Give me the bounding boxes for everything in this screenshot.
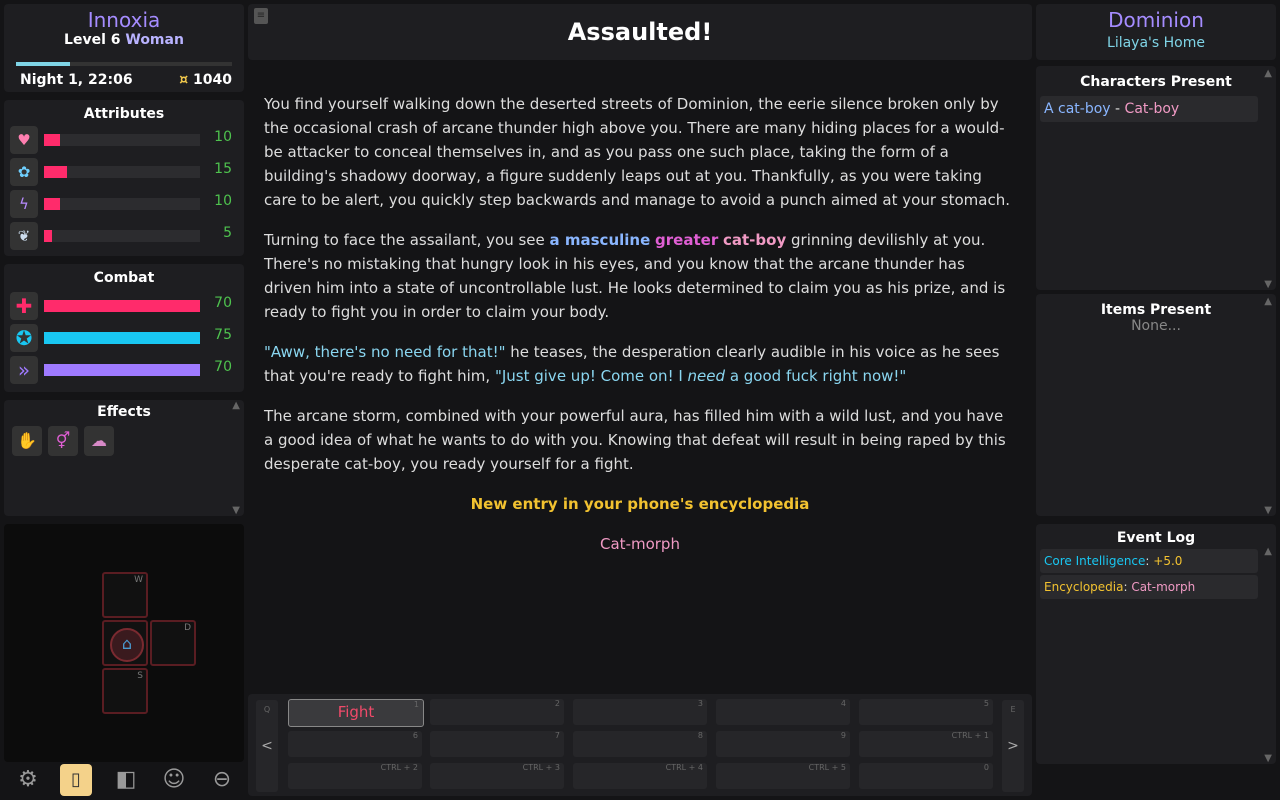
action-slot[interactable]: 0: [859, 763, 993, 789]
scroll-up-icon[interactable]: ▲: [1264, 68, 1272, 79]
scroll-down-icon[interactable]: ▼: [1264, 279, 1272, 290]
scroll-down-icon[interactable]: ▼: [232, 505, 240, 516]
action-slot[interactable]: 3: [573, 699, 707, 725]
combat-value: 70: [214, 359, 232, 375]
action-slot[interactable]: CTRL + 3: [430, 763, 564, 789]
attributes-panel: [4, 100, 244, 256]
map-tile-north[interactable]: W: [102, 572, 148, 618]
encyclopedia-title: New entry in your phone's encyclopedia: [470, 495, 810, 513]
story-paragraph: The arcane storm, combined with your powerful aura, has filled him with a wild lust, and you have a good idea of what he wants to do with you. Knowing that defeat will result in being raped by this desperate cat-boy, you ready yourself for a fight.: [264, 407, 1006, 473]
prev-actions-button[interactable]: Q <: [256, 700, 278, 792]
action-slot[interactable]: 4: [716, 699, 850, 725]
xp-fill: [16, 62, 70, 66]
character-panel: [4, 4, 244, 92]
xp-bar: [16, 62, 232, 66]
attribute-fill: [44, 134, 60, 146]
attribute-physique[interactable]: [10, 190, 236, 218]
action-slot[interactable]: CTRL + 1: [859, 731, 993, 757]
combat-mana[interactable]: [10, 324, 236, 352]
character-entry[interactable]: A cat-boy - Cat-boy: [1040, 96, 1258, 122]
attribute-value: 10: [214, 193, 232, 209]
map-tile-south[interactable]: S: [102, 668, 148, 714]
character-name[interactable]: Innoxia: [87, 8, 161, 32]
map-tile-east[interactable]: D: [150, 620, 196, 666]
storm-icon[interactable]: ☁: [84, 426, 114, 456]
combat-fill: [44, 332, 200, 344]
location-panel: [1036, 4, 1276, 60]
copy-icon[interactable]: ≡: [254, 8, 268, 24]
masculine-label: a masculine: [549, 231, 651, 249]
story-paragraph: "Aww, there's no need for that!" he teases, the desperation clearly audible in his voice as he sees that you're ready to fight him, "Just give up! Come on! I need a good fuck right now!": [264, 343, 1000, 385]
combat-value: 75: [214, 327, 232, 343]
items-present-title: Items Present: [1100, 302, 1212, 318]
stamina-icon: »: [10, 356, 38, 384]
characters-present-title: Characters Present: [1080, 74, 1232, 90]
attribute-corruption[interactable]: [10, 222, 236, 250]
phone-icon[interactable]: ▯: [60, 764, 92, 796]
combat-title: Combat: [93, 270, 155, 286]
action-slot[interactable]: 8: [573, 731, 707, 757]
money-label: [179, 72, 232, 88]
home-icon: ⌂: [110, 628, 144, 662]
gender-label: Woman: [125, 32, 184, 48]
time-label: Night 1, 22:06: [20, 72, 133, 88]
story-paragraph: Turning to face the assailant, you see a masculine greater cat-boy grinning devilishly at you. There's no mistaking that hungry look in his eyes, and you know that the arcane thunder has driven him into a state of uncontrollable lust. He looks determined to claim you as his prize, and is ready to fight you in order to claim your body.: [264, 231, 1006, 321]
attribute-value: 10: [214, 129, 232, 145]
combat-health[interactable]: [10, 292, 236, 320]
scroll-down-icon[interactable]: ▼: [1264, 753, 1272, 764]
inventory-icon[interactable]: ◧: [115, 767, 137, 792]
character-level: [4, 32, 244, 48]
scroll-down-icon[interactable]: ▼: [1264, 505, 1272, 516]
next-actions-button[interactable]: E >: [1002, 700, 1024, 792]
catboy-label: cat-boy: [723, 231, 787, 249]
action-slot[interactable]: 5: [859, 699, 993, 725]
level-label: Level 6: [64, 32, 121, 48]
combat-value: 70: [214, 295, 232, 311]
speech-text: "Aww, there's no need for that!": [264, 343, 506, 361]
characters-icon[interactable]: ☺: [162, 767, 186, 792]
heart-icon: ♥: [10, 126, 38, 154]
story-paragraph: You find yourself walking down the deserted streets of Dominion, the eerie silence broken only by the occasional crash of arcane thunder high above you. There are many hiding places for a would-be attacker to conceal themselves in, and as you pass one such place, taking the form of a building's shadowy doorway, a figure suddenly leaps out at you. Thankfully, as you were taking care to be alert, you quickly step backwards and manage to avoid a punch aimed at your stomach.: [264, 95, 1010, 209]
title-panel: [248, 4, 1032, 60]
attribute-value: 15: [214, 161, 232, 177]
wings-icon: ❦: [10, 222, 38, 250]
settings-icon[interactable]: ⚙: [18, 767, 38, 792]
event-log-title: Event Log: [1116, 530, 1196, 546]
event-log-row[interactable]: Core Intelligence: +5.0: [1040, 549, 1258, 573]
action-slot[interactable]: CTRL + 5: [716, 763, 850, 789]
attribute-fill: [44, 230, 52, 242]
location-region: Dominion: [1108, 8, 1204, 32]
map-tile-current[interactable]: [102, 620, 148, 666]
items-present-panel: [1036, 294, 1276, 516]
gender-icon[interactable]: ⚥: [48, 426, 78, 456]
action-slot[interactable]: 6: [288, 731, 422, 757]
scroll-up-icon[interactable]: ▲: [1264, 546, 1272, 557]
combat-panel: [4, 264, 244, 392]
scroll-up-icon[interactable]: ▲: [232, 400, 240, 411]
story-text: [264, 92, 1016, 572]
action-slot[interactable]: 2: [430, 699, 564, 725]
combat-fill: [44, 300, 200, 312]
attribute-value: 5: [223, 225, 232, 241]
action-slot[interactable]: CTRL + 4: [573, 763, 707, 789]
event-log-row[interactable]: Encyclopedia: Cat-morph: [1040, 575, 1258, 599]
map-panel: [4, 524, 244, 762]
hand-icon[interactable]: ✋: [12, 426, 42, 456]
money-value: 1040: [193, 72, 232, 88]
brain-icon: ✿: [10, 158, 38, 186]
location-place: Lilaya's Home: [1107, 35, 1205, 51]
attribute-fill: [44, 166, 67, 178]
action-slot[interactable]: 7: [430, 731, 564, 757]
action-slot[interactable]: CTRL + 2: [288, 763, 422, 789]
combat-stamina[interactable]: [10, 356, 236, 384]
greater-label: greater: [655, 231, 719, 249]
zoom-out-icon[interactable]: ⊖: [212, 767, 232, 792]
coin-icon: ¤: [179, 72, 189, 88]
attribute-fill: [44, 198, 60, 210]
lightning-icon: ϟ: [10, 190, 38, 218]
combat-fill: [44, 364, 200, 376]
action-slot[interactable]: 9: [716, 731, 850, 757]
attributes-title: Attributes: [83, 106, 165, 122]
fight-button[interactable]: Fight 1: [288, 699, 424, 727]
effects-title: Effects: [97, 404, 151, 420]
attribute-health[interactable]: [10, 126, 236, 154]
mana-icon: ✪: [10, 324, 38, 352]
speech-text: "Just give up! Come on! I need a good fuck right now!": [494, 367, 907, 385]
attribute-intelligence[interactable]: [10, 158, 236, 186]
items-empty-label: None...: [1131, 318, 1181, 334]
effects-panel: [4, 400, 244, 516]
health-icon: ✚: [10, 292, 38, 320]
encyclopedia-entry[interactable]: Cat-morph: [600, 535, 680, 553]
page-title: Assaulted!: [567, 18, 713, 46]
scroll-up-icon[interactable]: ▲: [1264, 296, 1272, 307]
